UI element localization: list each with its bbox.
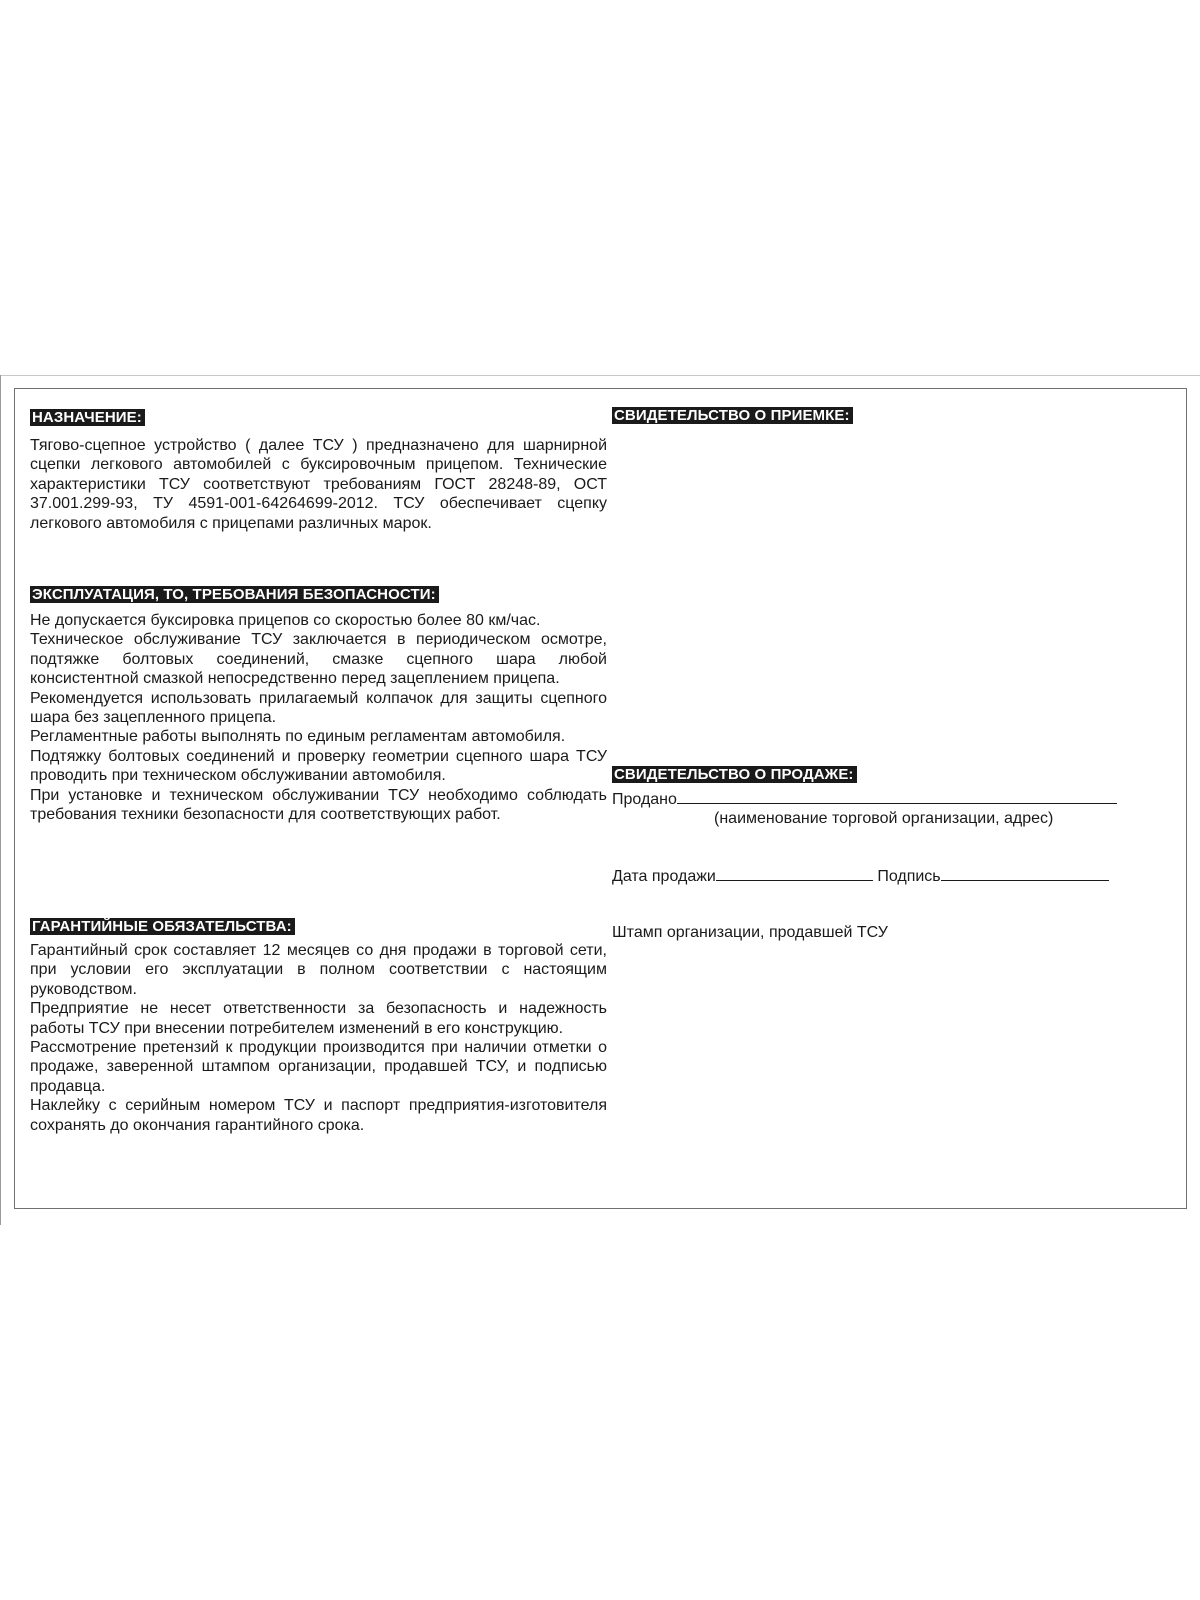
- operation-paragraph: Подтяжку болтовых соединений и проверку геометрии сцепного шара ТСУ проводить при техническом обслуживании автомобиля.: [30, 747, 607, 785]
- page-edge-left: [0, 375, 1, 1225]
- acceptance-heading: СВИДЕТЕЛЬСТВО О ПРИЕМКЕ:: [612, 407, 853, 424]
- page-edge-top: [0, 375, 1200, 376]
- warranty-paragraph: Рассмотрение претензий к продукции производится при наличии отметки о продаже, заверенной штампом организации, продавшей ТСУ, и подписью продавца.: [30, 1039, 607, 1095]
- warranty-paragraph: Гарантийный срок составляет 12 месяцев со дня продажи в торговой сети, при условии его эксплуатации в полном соответствии с настоящим руководством.: [30, 942, 607, 998]
- sale-heading: СВИДЕТЕЛЬСТВО О ПРОДАЖЕ:: [612, 766, 857, 783]
- sold-caption: (наименование торговой организации, адрес): [714, 810, 1054, 827]
- sold-label: Продано: [612, 791, 677, 808]
- purpose-heading: НАЗНАЧЕНИЕ:: [30, 409, 145, 426]
- date-label: Дата продажи: [612, 868, 716, 885]
- operation-paragraph: Не допускается буксировка прицепов со скоростью более 80 км/час.: [30, 612, 541, 629]
- operation-section: [30, 586, 607, 824]
- warranty-heading: ГАРАНТИЙНЫЕ ОБЯЗАТЕЛЬСТВА:: [30, 918, 295, 935]
- warranty-body: [30, 941, 607, 1135]
- warranty-section: [30, 918, 607, 1135]
- date-signature-row: [612, 865, 1172, 886]
- operation-paragraph: Рекомендуется использовать прилагаемый колпачок для защиты сцепного шара без зацепленного прицепа.: [30, 689, 607, 727]
- warranty-paragraph: Предприятие не несет ответственности за безопасность и надежность работы ТСУ при внесении потребителем изменений в его конструкцию.: [30, 1000, 607, 1037]
- sold-fill-line[interactable]: [677, 788, 1117, 804]
- operation-paragraph: При установке и техническом обслуживании ТСУ необходимо соблюдать требования техники безопасности для соответствующих работ.: [30, 786, 607, 824]
- acceptance-section: [612, 407, 1172, 425]
- purpose-text: Тягово-сцепное устройство ( далее ТСУ ) предназначено для шарнирной сцепки легкового автомобилей с буксировочным прицепом. Технические характеристики ТСУ соответствуют требованиям ГОСТ 28248-89, ОСТ 37.001.299-93, ТУ 4591-001-64264699-2012. ТСУ обеспечивает сцепку легкового автомобиля с прицепами различных марок.: [30, 437, 607, 532]
- sold-row: [612, 788, 1172, 809]
- signature-label: Подпись: [877, 868, 941, 885]
- operation-paragraph: Техническое обслуживание ТСУ заключается в периодическом осмотре, подтяжке болтовых соединений, смазке сцепного шара любой консистентной смазкой непосредственно перед зацеплением прицепа.: [30, 631, 607, 688]
- date-fill-line[interactable]: [716, 865, 873, 881]
- signature-fill-line[interactable]: [941, 865, 1109, 881]
- warranty-paragraph: Наклейку с серийным номером ТСУ и паспорт предприятия-изготовителя сохранять до окончания гарантийного срока.: [30, 1097, 607, 1134]
- sale-section: [612, 766, 1172, 942]
- operation-paragraph: Регламентные работы выполнять по единым регламентам автомобиля.: [30, 728, 566, 746]
- operation-body: [30, 611, 607, 824]
- operation-heading: ЭКСПЛУАТАЦИЯ, ТО, ТРЕБОВАНИЯ БЕЗОПАСНОСТИ:: [30, 586, 439, 603]
- passport-sheet: [14, 388, 1187, 1209]
- stamp-label: Штамп организации, продавшей ТСУ: [612, 924, 888, 941]
- purpose-section: [30, 409, 607, 533]
